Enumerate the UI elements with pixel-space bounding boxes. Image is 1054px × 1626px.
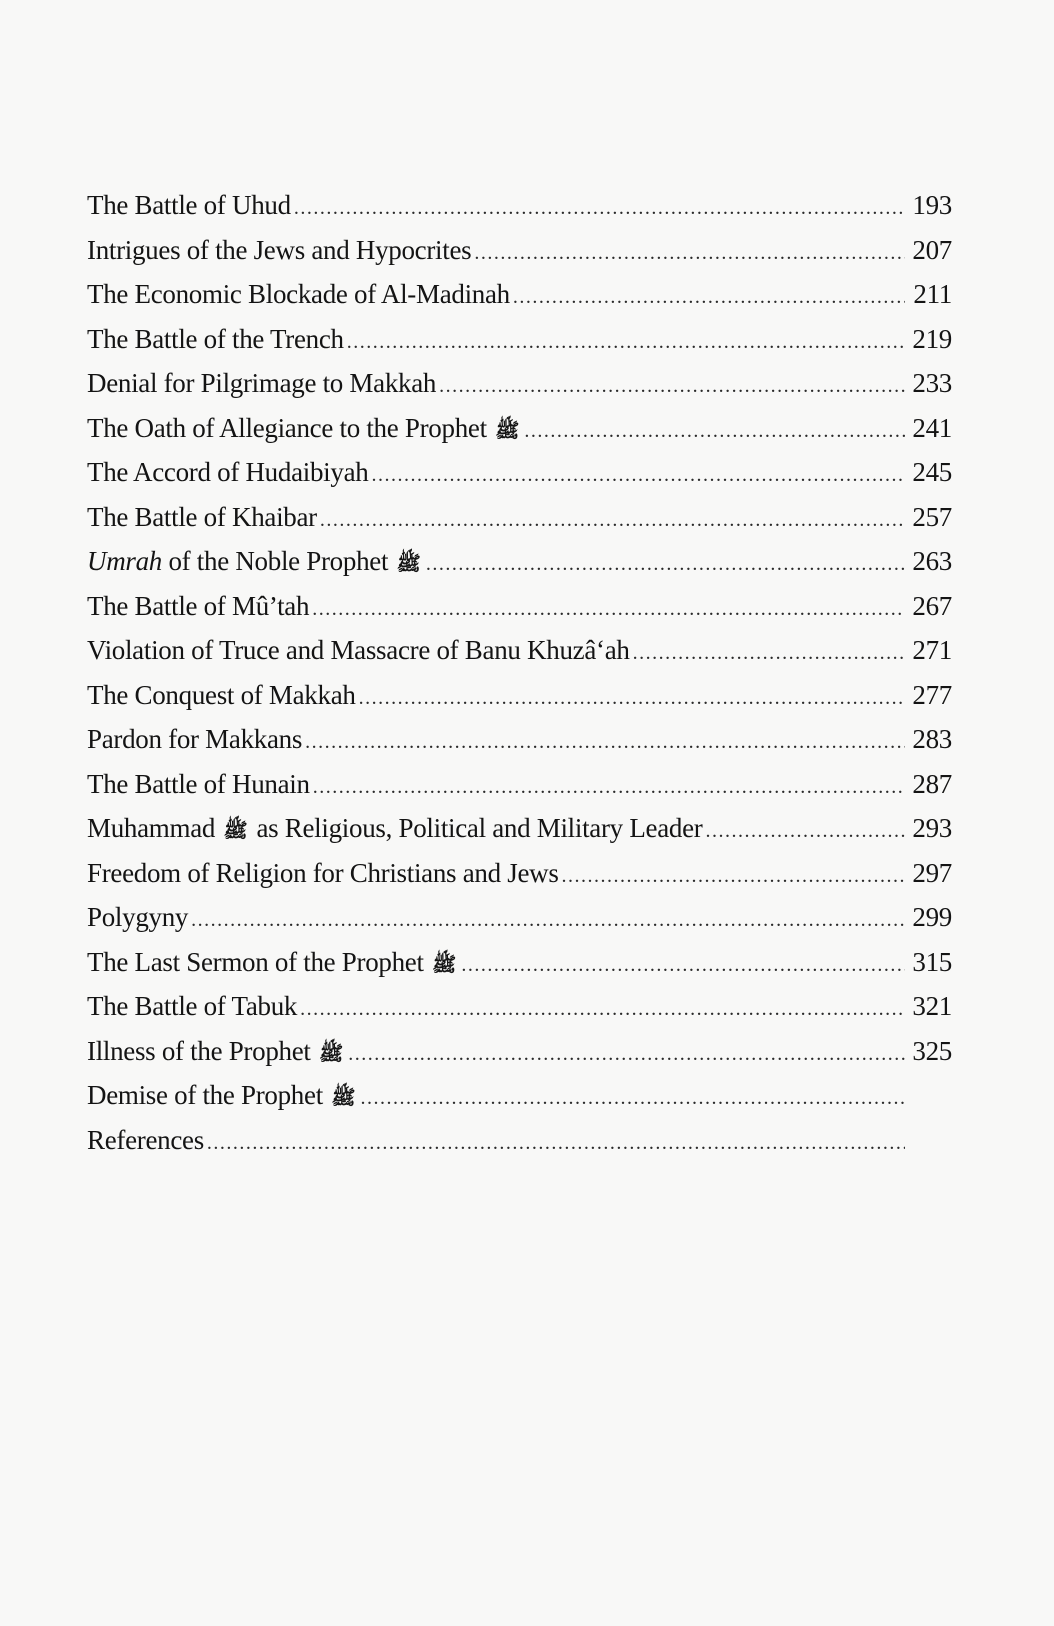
salutation-symbol-icon: ﷺ: [331, 1085, 356, 1109]
salutation-symbol-icon: ﷺ: [396, 551, 421, 575]
toc-entry[interactable]: [87, 984, 952, 1029]
toc-entry-page: 263: [912, 546, 952, 576]
toc-entry-title: Freedom of Religion for Christians and Jews: [87, 857, 559, 888]
toc-entry-page: 321: [912, 991, 952, 1021]
dot-leader: [705, 809, 905, 853]
toc-entry[interactable]: [87, 762, 952, 807]
toc-entry-title: The Battle of Khaibar: [87, 501, 317, 532]
toc-entry-title-text: Illness of the Prophet: [87, 1035, 311, 1066]
toc-entry-title: [87, 806, 702, 852]
toc-entry[interactable]: [87, 584, 952, 629]
toc-entry-page: 219: [912, 323, 952, 354]
toc-entry[interactable]: [87, 495, 952, 540]
toc-entry-title: The Battle of Hunain: [87, 768, 310, 799]
dot-leader: [461, 943, 905, 987]
dot-leader: [191, 898, 905, 942]
dot-leader: [348, 1032, 905, 1076]
dot-leader: [439, 364, 905, 408]
dot-leader: [313, 765, 905, 809]
toc-entry-title: Intrigues of the Jews and Hypocrites: [87, 234, 472, 265]
toc-entry[interactable]: [87, 628, 952, 673]
toc-entry[interactable]: [87, 539, 952, 584]
toc-entry-page: 297: [912, 857, 952, 888]
dot-leader: [361, 1076, 905, 1120]
toc-entry-title: The Economic Blockade of Al-Madinah: [87, 279, 510, 309]
salutation-symbol-icon: ﷺ: [223, 818, 248, 842]
toc-entry-page: 193: [912, 190, 952, 220]
toc-entry-title: Polygyny: [87, 902, 189, 932]
salutation-symbol-icon: ﷺ: [432, 951, 457, 976]
toc-entry-title: The Conquest of Makkah: [87, 679, 356, 710]
dot-leader: [359, 676, 905, 720]
toc-entry[interactable]: [87, 673, 952, 718]
table-of-contents: [87, 183, 952, 1162]
toc-entry-page: 325: [912, 1035, 952, 1066]
toc-entry-title: The Battle of Mû’tah: [87, 590, 310, 621]
toc-entry-title: The Battle of Tabuk: [87, 991, 298, 1021]
toc-entry-title: [87, 1029, 345, 1075]
toc-entry[interactable]: [87, 272, 952, 317]
toc-entry-page: 299: [912, 902, 952, 932]
toc-entry-title-text-after: as Religious, Political and Military Leader: [256, 813, 703, 843]
toc-entry-title: [87, 539, 423, 585]
toc-entry-page: 267: [912, 590, 952, 621]
toc-entry-title: References: [87, 1124, 204, 1155]
toc-entry[interactable]: [87, 1029, 952, 1074]
dot-leader: [207, 1121, 905, 1165]
toc-entry-page: 315: [912, 946, 952, 977]
toc-entry-title-italic: Umrah: [87, 546, 163, 576]
toc-entry-title-text: Demise of the Prophet: [87, 1080, 323, 1110]
toc-entry[interactable]: [87, 806, 952, 851]
toc-entry-title: The Battle of the Trench: [87, 323, 344, 354]
dot-leader: [633, 631, 905, 675]
toc-entry-page: 207: [912, 234, 952, 265]
dot-leader: [320, 498, 905, 542]
toc-entry-title: [87, 406, 521, 452]
dot-leader: [371, 453, 905, 497]
salutation-symbol-icon: ﷺ: [319, 1040, 344, 1065]
toc-entry-page: 293: [912, 813, 952, 843]
toc-entry-page: 271: [912, 635, 952, 665]
toc-entry-page: 277: [912, 679, 952, 710]
toc-entry[interactable]: [87, 317, 952, 362]
toc-entry-page: 233: [912, 368, 952, 398]
toc-entry-page: 257: [912, 501, 952, 532]
dot-leader: [562, 854, 905, 898]
toc-entry-page: 287: [912, 768, 952, 799]
toc-entry-title-text: The Oath of Allegiance to the Prophet: [87, 412, 487, 443]
toc-entry[interactable]: [87, 1118, 952, 1163]
toc-entry-title-text: of the Noble Prophet: [168, 546, 389, 576]
toc-entry[interactable]: [87, 1073, 952, 1118]
dot-leader: [524, 409, 905, 453]
dot-leader: [347, 320, 905, 364]
toc-entry-page: 241: [912, 412, 952, 443]
toc-entry-title-text: The Last Sermon of the Prophet: [87, 946, 424, 977]
toc-entry[interactable]: [87, 940, 952, 985]
dot-leader: [312, 587, 905, 631]
toc-entry-page: 245: [912, 457, 952, 487]
toc-entry[interactable]: [87, 450, 952, 495]
dot-leader: [305, 720, 905, 764]
toc-entry-page: 283: [912, 724, 952, 754]
toc-entry-title: [87, 940, 458, 986]
toc-entry[interactable]: [87, 851, 952, 896]
toc-entry-title: Violation of Truce and Massacre of Banu Khuzâ‘ah: [87, 635, 630, 665]
toc-entry-title: [87, 1073, 358, 1119]
dot-leader: [513, 275, 905, 319]
toc-entry[interactable]: [87, 895, 952, 940]
toc-entry-title: The Accord of Hudaibiyah: [87, 457, 369, 487]
toc-entry-title: Pardon for Makkans: [87, 724, 303, 754]
dot-leader: [300, 987, 905, 1031]
toc-entry-title-text: Muhammad: [87, 813, 216, 843]
dot-leader: [426, 542, 905, 586]
dot-leader: [474, 231, 905, 275]
toc-entry[interactable]: [87, 228, 952, 273]
dot-leader: [294, 186, 905, 230]
toc-entry-title: The Battle of Uhud: [87, 190, 291, 220]
salutation-symbol-icon: ﷺ: [495, 417, 520, 442]
toc-entry[interactable]: [87, 406, 952, 451]
toc-entry[interactable]: [87, 717, 952, 762]
toc-entry[interactable]: [87, 361, 952, 406]
toc-entry-page: 211: [913, 279, 952, 309]
toc-entry-title: Denial for Pilgrimage to Makkah: [87, 368, 437, 398]
toc-entry[interactable]: [87, 183, 952, 228]
